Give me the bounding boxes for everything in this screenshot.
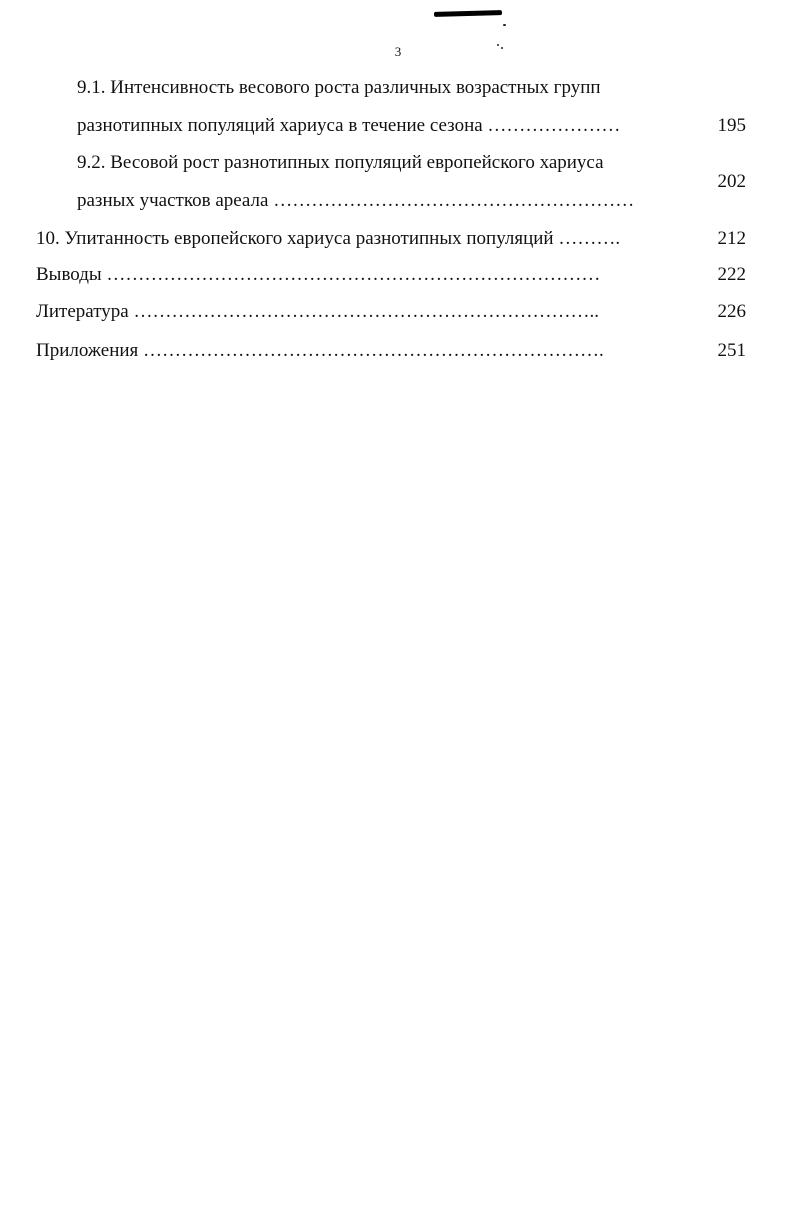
toc-entry-9-1-line1: 9.1. Интенсивность весового роста различных возрастных групп [77, 77, 601, 98]
toc-entry-9-2-line2: разных участков ареала ………………………………………………… [77, 190, 635, 211]
toc-entry-appendices: Приложения ………………………………………………………………. [36, 340, 604, 361]
toc-entry-literature: Литература ……………………………………………………………….. [36, 301, 599, 322]
toc-entry-10-page: 212 [717, 228, 746, 249]
scan-artifact-bar [434, 10, 502, 17]
toc-entry-conclusions: Выводы …………………………………………………………………… [36, 264, 601, 285]
page-number: 3 [394, 44, 402, 59]
toc-entry-9-2-page: 202 [717, 171, 746, 192]
toc-entry-appendices-page: 251 [717, 340, 746, 361]
toc-entry-conclusions-page: 222 [717, 264, 746, 285]
toc-entry-9-2-line1: 9.2. Весовой рост разнотипных популяций европейского хариуса [77, 152, 604, 173]
scan-artifact-dot [503, 24, 506, 26]
toc-entry-literature-page: 226 [717, 301, 746, 322]
toc-entry-10: 10. Упитанность европейского хариуса разнотипных популяций ………. [36, 228, 621, 249]
toc-entry-9-1-line2: разнотипных популяций хариуса в течение сезона ………………… [77, 115, 621, 136]
toc-entry-9-1-page: 195 [717, 115, 746, 136]
